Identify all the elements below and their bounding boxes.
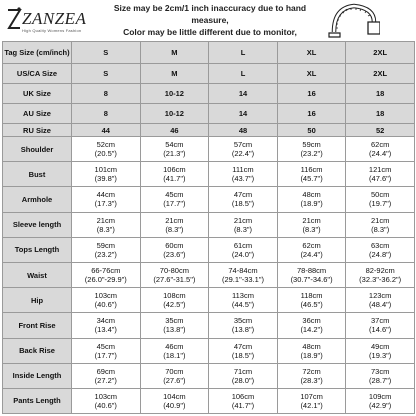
value-cm: 106cm (163, 165, 186, 175)
measurement-cell (72, 288, 141, 313)
size-cell: S (72, 42, 141, 64)
size-cell: 10-12 (140, 84, 209, 104)
measurement-cell (72, 237, 141, 262)
value-inch: (18.5") (231, 350, 255, 360)
size-cell: 16 (277, 84, 346, 104)
size-cell: L (209, 42, 278, 64)
value-cm: 37cm (371, 316, 390, 326)
measurement-cell (209, 288, 278, 313)
value-cm: 66-76cm (91, 266, 121, 276)
value-inch: (17.7") (94, 350, 117, 360)
measurement-cell (140, 237, 209, 262)
value-cm: 63cm (371, 240, 390, 250)
measurement-cell (72, 363, 141, 388)
measurement-cell (140, 187, 209, 212)
value-inch: (23.6") (163, 249, 186, 259)
value-inch: (46.5") (300, 300, 323, 310)
value-cm: 35cm (165, 316, 184, 326)
value-inch: (27.2") (94, 375, 117, 385)
value-inch: (29.1"-33.1") (221, 275, 264, 285)
measurement-label: Inside Length (3, 363, 72, 388)
measurement-cell (277, 212, 346, 237)
value-cm: 45cm (165, 190, 184, 200)
value-cm: 107cm (300, 391, 323, 401)
value-inch: (8.3") (302, 224, 321, 234)
brand-tagline: High Quality Womens Fashion (22, 28, 82, 33)
value-inch: (45.7") (300, 174, 323, 184)
size-cell: 14 (209, 84, 278, 104)
measurement-cell (140, 313, 209, 338)
value-inch: (42.1") (300, 400, 323, 410)
measurement-cell (346, 162, 415, 187)
measurement-cell (277, 313, 346, 338)
measurement-cell (277, 388, 346, 413)
value-inch: (28.7") (369, 375, 392, 385)
measurement-row (3, 363, 415, 388)
measurement-cell (72, 313, 141, 338)
measurement-cell (209, 137, 278, 162)
size-cell: XL (277, 42, 346, 64)
size-cell: 8 (72, 84, 141, 104)
value-cm: 45cm (96, 341, 115, 351)
value-cm: 111cm (232, 165, 254, 175)
measurement-row (3, 338, 415, 363)
value-inch: (24.8") (369, 249, 392, 259)
value-inch: (20.5") (94, 149, 117, 159)
value-cm: 60cm (165, 240, 184, 250)
value-inch: (43.7") (231, 174, 255, 184)
measurement-label: Front Rise (3, 313, 72, 338)
value-cm: 21cm (165, 215, 184, 225)
row-label: AU Size (3, 104, 72, 124)
measurement-cell (209, 338, 278, 363)
measurement-cell (277, 237, 346, 262)
value-cm: 113cm (232, 291, 254, 301)
value-inch: (17.3") (94, 199, 117, 209)
measurement-cell (346, 338, 415, 363)
measurement-row (3, 212, 415, 237)
measurement-cell (209, 237, 278, 262)
value-cm: 121cm (368, 165, 392, 175)
value-cm: 52cm (96, 140, 115, 150)
measurement-label: Sleeve length (3, 212, 72, 237)
value-inch: (40.9") (163, 400, 186, 410)
measurement-cell (346, 363, 415, 388)
value-inch: (26.0"-29.9") (84, 275, 127, 285)
measurement-cell (72, 162, 141, 187)
value-inch: (28.0") (231, 375, 255, 385)
value-cm: 47cm (233, 190, 253, 200)
value-inch: (24.4") (300, 249, 323, 259)
value-inch: (41.7") (231, 400, 255, 410)
brand-logo (6, 6, 98, 36)
size-cell: S (72, 64, 141, 84)
measurement-label: Waist (3, 262, 72, 287)
measurement-cell (72, 212, 141, 237)
value-cm: 62cm (371, 140, 390, 150)
measurement-label: Bust (3, 162, 72, 187)
value-cm: 50cm (371, 190, 390, 200)
value-cm: 61cm (233, 240, 253, 250)
row-label: UK Size (3, 84, 72, 104)
measurement-cell (209, 388, 278, 413)
value-inch: (13.8") (231, 325, 255, 335)
measurement-label: Back Rise (3, 338, 72, 363)
size-cell: 44 (72, 124, 141, 137)
value-cm: 108cm (163, 291, 186, 301)
value-inch: (19.3") (369, 350, 392, 360)
size-row (3, 64, 415, 84)
value-cm: 59cm (302, 140, 321, 150)
value-cm: 74-84cm (228, 266, 258, 276)
value-cm: 103cm (94, 291, 118, 301)
value-inch: (21.3") (163, 149, 186, 159)
brand-name: ZANZEA (22, 9, 87, 28)
measurement-label: Tops Length (3, 237, 72, 262)
value-cm: 36cm (302, 316, 321, 326)
value-inch: (14.2") (300, 325, 323, 335)
size-cell: M (140, 64, 209, 84)
value-cm: 123cm (368, 291, 392, 301)
measurement-cell (209, 187, 278, 212)
value-inch: (27.6") (163, 375, 186, 385)
value-inch: (13.4") (94, 325, 117, 335)
measurement-row (3, 162, 415, 187)
value-inch: (30.7"-34.6") (290, 275, 333, 285)
measurement-cell (72, 187, 141, 212)
value-cm: 71cm (233, 366, 253, 376)
measuring-tape-icon (328, 2, 380, 38)
measurement-cell (346, 388, 415, 413)
value-inch: (28.3") (300, 375, 323, 385)
value-cm: 35cm (233, 316, 253, 326)
size-cell: 2XL (346, 42, 415, 64)
measurement-cell (209, 363, 278, 388)
value-cm: 69cm (96, 366, 115, 376)
value-cm: 70-80cm (159, 266, 189, 276)
measurement-row (3, 313, 415, 338)
value-cm: 59cm (96, 240, 115, 250)
size-row (3, 124, 415, 137)
value-cm: 54cm (165, 140, 184, 150)
size-cell: 16 (277, 104, 346, 124)
value-inch: (39.8") (94, 174, 117, 184)
value-cm: 46cm (165, 341, 184, 351)
measurement-label: Pants Length (3, 388, 72, 413)
measurement-label: Armhole (3, 187, 72, 212)
size-row (3, 42, 415, 64)
value-inch: (18.9") (300, 350, 323, 360)
size-cell: 18 (346, 84, 415, 104)
value-inch: (22.4") (231, 149, 255, 159)
size-cell: M (140, 42, 209, 64)
measurement-cell (346, 212, 415, 237)
zanzea-logo-icon (6, 6, 22, 32)
value-inch: (47.6") (369, 174, 392, 184)
size-cell: 10-12 (140, 104, 209, 124)
value-cm: 82-92cm (365, 266, 395, 276)
value-inch: (18.5") (231, 199, 255, 209)
value-inch: (8.3") (165, 224, 184, 234)
measurement-cell (209, 313, 278, 338)
measurement-cell (346, 288, 415, 313)
value-cm: 101cm (94, 165, 118, 175)
value-cm: 70cm (165, 366, 184, 376)
value-cm: 21cm (233, 215, 253, 225)
value-inch: (8.3") (233, 224, 253, 234)
value-inch: (23.2") (300, 149, 323, 159)
notice-line: Size may be 2cm/1 inch inaccuracy due to hand measure, (113, 3, 307, 25)
header (0, 0, 416, 40)
measurement-cell (209, 162, 278, 187)
value-cm: 73cm (371, 366, 390, 376)
value-cm: 72cm (302, 366, 321, 376)
size-cell: L (209, 64, 278, 84)
value-cm: 118cm (300, 291, 323, 301)
measurement-cell (346, 137, 415, 162)
value-inch: (41.7") (163, 174, 186, 184)
value-cm: 21cm (371, 215, 390, 225)
value-cm: 21cm (302, 215, 321, 225)
value-inch: (44.5") (231, 300, 255, 310)
value-inch: (32.3"-36.2") (359, 275, 402, 285)
value-cm: 103cm (94, 391, 118, 401)
notice-line: Color may be little different due to monitor, (123, 27, 297, 37)
value-inch: (23.2") (94, 249, 117, 259)
measurement-cell (346, 262, 415, 287)
value-inch: (19.7") (369, 199, 392, 209)
measurement-cell (140, 388, 209, 413)
value-cm: 104cm (163, 391, 186, 401)
measurement-label: Hip (3, 288, 72, 313)
value-inch: (8.3") (96, 224, 115, 234)
row-label: US/CA Size (3, 64, 72, 84)
size-chart-table (2, 41, 415, 414)
measurement-cell (277, 288, 346, 313)
size-cell: 18 (346, 104, 415, 124)
measurement-cell (140, 262, 209, 287)
measurement-cell (140, 363, 209, 388)
value-inch: (40.6") (94, 400, 117, 410)
value-cm: 48cm (302, 341, 321, 351)
value-inch: (42.9") (369, 400, 392, 410)
value-cm: 116cm (300, 165, 323, 175)
value-cm: 78-88cm (296, 266, 327, 276)
row-label: RU Size (3, 124, 72, 137)
measurement-row (3, 237, 415, 262)
size-row (3, 84, 415, 104)
value-inch: (14.6") (369, 325, 392, 335)
size-cell: 52 (346, 124, 415, 137)
measurement-row (3, 288, 415, 313)
value-cm: 44cm (96, 190, 115, 200)
measurement-cell (277, 363, 346, 388)
value-inch: (42.5") (163, 300, 186, 310)
value-inch: (18.9") (300, 199, 323, 209)
size-cell: 46 (140, 124, 209, 137)
value-cm: 57cm (233, 140, 253, 150)
measurement-cell (140, 162, 209, 187)
value-inch: (18.1") (163, 350, 186, 360)
measurement-cell (277, 137, 346, 162)
value-inch: (24.4") (369, 149, 392, 159)
row-label: Tag Size (cm/inch) (3, 42, 72, 64)
measurement-cell (346, 313, 415, 338)
measurement-cell (140, 137, 209, 162)
measurement-row (3, 388, 415, 413)
value-inch: (13.8") (163, 325, 186, 335)
measurement-cell (140, 288, 209, 313)
measurement-cell (209, 262, 278, 287)
value-inch: (48.4") (369, 300, 392, 310)
size-cell: 48 (209, 124, 278, 137)
value-cm: 21cm (96, 215, 115, 225)
value-cm: 106cm (231, 391, 255, 401)
value-cm: 34cm (96, 316, 115, 326)
measurement-cell (277, 262, 346, 287)
value-cm: 48cm (302, 190, 321, 200)
value-inch: (8.3") (371, 224, 390, 234)
value-inch: (24.0") (231, 249, 255, 259)
measurement-cell (277, 338, 346, 363)
measurement-cell (72, 137, 141, 162)
size-cell: 8 (72, 104, 141, 124)
measurement-cell (277, 187, 346, 212)
value-inch: (40.6") (94, 300, 117, 310)
measurement-cell (72, 338, 141, 363)
measurement-cell (346, 187, 415, 212)
measurement-cell (346, 237, 415, 262)
size-row (3, 104, 415, 124)
measurement-cell (140, 338, 209, 363)
size-cell: 14 (209, 104, 278, 124)
size-cell: 2XL (346, 64, 415, 84)
measurement-cell (277, 162, 346, 187)
measurement-label: Shoulder (3, 137, 72, 162)
value-cm: 47cm (233, 341, 253, 351)
measurement-cell (72, 388, 141, 413)
value-cm: 109cm (368, 391, 392, 401)
value-inch: (27.6"-31.5") (153, 275, 196, 285)
value-inch: (17.7") (163, 199, 186, 209)
size-cell: 50 (277, 124, 346, 137)
measurement-cell (209, 212, 278, 237)
measurement-row (3, 137, 415, 162)
value-cm: 62cm (302, 240, 321, 250)
value-cm: 49cm (371, 341, 390, 351)
measurement-cell (140, 212, 209, 237)
measurement-row (3, 187, 415, 212)
measurement-row (3, 262, 415, 287)
measurement-cell (72, 262, 141, 287)
size-cell: XL (277, 64, 346, 84)
